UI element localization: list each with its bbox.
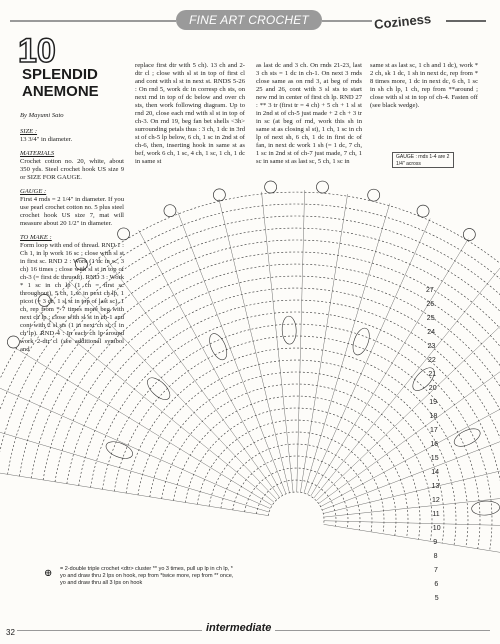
section-text-gauge: First 4 rnds = 2 1/4" in diameter. If you use pearl crochet cotton no. 5 plus steel crochet hook US size 7, mat will measure about 20 1/2" in diameter. [20,196,125,227]
round-number-label: 13 [431,483,440,490]
round-arc [8,228,500,566]
spoke-line [102,253,280,497]
spoke-line [314,264,500,499]
round-number-label: 11 [432,511,440,518]
round-number-label: 14 [431,469,439,476]
text-column-2: replace first dtr with 5 ch). 13 ch and 2-dtr cl ; close with sl st in top of first cl and cont with sl st in next st. RNDS 5-26 : On rnd 5, work dc in corresp ch sts, on next rnd in top of dc below and over ch sts, then work following diagram. Up to rnd 20, close each rnd with sl st in top of ch-3. On rnd 19, beg fan bet shells <3h> surrounding petals thus : 3 ch, 1 dc in 3rd st of ch-5 lp below, 6 ch, 1 sc in 2nd st of ch-6, then, inserting hook in same st as bef, work 6 ch, 1 sc, 4 ch, 1 sc, 1 ch, 1 dc in same st [135,62,245,165]
cluster-symbol-icon: ⊕ [44,568,53,579]
section-text-size: 13 3/4" in diameter. [20,136,73,143]
round-arc [0,192,500,571]
round-number-label: 23 [427,343,436,350]
spoke-line [40,312,275,502]
petal-motif [104,438,135,461]
symbol-legend: = 2-double triple crochet <dtr> cluster ** yo 3 times, pull up lp in ch lp, * yo and draw thru 2 lps on hook, rep from *twice more, rep from ** once, yo and draw thru all 3 lps on hook [60,566,234,586]
petal-motif [350,326,373,357]
spoke-line [321,363,500,507]
round-number-label: 19 [429,399,437,406]
spoke-line [324,524,500,571]
spoke-line [262,192,294,492]
page-number: 32 [6,628,15,637]
pattern-number: 10 [18,32,56,70]
spoke-line [69,281,277,500]
shell-motif [75,258,87,270]
round-number-label: 18 [429,413,438,420]
spoke-line [324,521,500,529]
section-heading-to-make: TO MAKE : [20,234,52,241]
pattern-title: SPLENDID ANEMONE [22,66,99,100]
round-number-label: 6 [434,581,439,588]
round-number-label: 24 [427,329,435,336]
petal-motif [471,500,500,516]
round-arc [31,252,500,562]
round-number-label: 21 [428,371,437,378]
round-number-label: 8 [433,553,438,560]
spoke-line [322,402,500,510]
round-number-label: 10 [432,525,441,532]
petal-motif [452,425,483,450]
shell-motif [463,228,475,240]
petal-motif [282,316,297,344]
round-number-label: 25 [426,315,435,322]
brand-logo: Coziness [373,11,432,32]
text-column-4: same st as last sc, 1 ch and 1 dc), work * 2 ch, sk 1 dc, 1 sh in next dc, rep from * 8 times more, 1 dc in next dc, 6 ch, 1 sc in sh ch lp, 1 ch, rep from **around ; close with sl st in top of ch-4. Fasten off (see black wedge). [370,62,478,109]
shell-motif [164,205,176,217]
section-heading-materials: MATERIALS [20,150,55,157]
round-number-label: 9 [433,539,438,546]
round-number-label: 20 [428,385,437,392]
round-number-label: 17 [430,427,438,434]
skill-level: intermediate [202,622,275,634]
text-column-3: as last dc and 3 ch. On rnds 21-23, last 3 ch sts = 1 dc in ch-1. On next 3 rnds close same as on rnd 3, at beg of rnds 25 and 26, cont with 3 sl sts to start new rnd in center of first ch lp. RND 27 : ** 3 tr (first tr = 4 ch) + 5 ch + 1 sl st in 2nd st of ch-5 just made + 2 ch + 3 tr in sc (at beg of rnd, work this sh in same st as closing sl st), 1 ch, 1 sc in ch lp of next sh, 6 ch, 1 dc in first dc of fan, in next dc work 1 sh (= 1 dc, 7 ch, 1 sc in 2nd st of ch-7 just made, 7 ch, 1 sc in same st as last sc, 5 ch, 1 sc in [256,62,362,165]
petal-motif [206,331,230,362]
byline: By Mayumi Sato [20,112,64,119]
round-number-label: 12 [432,497,440,504]
spoke-line [304,204,390,494]
shell-motif [368,189,380,201]
round-number-label: 26 [426,301,435,308]
round-arc [0,204,500,569]
shell-motif [118,228,130,240]
round-number-label: 16 [430,441,439,448]
section-heading-gauge: GAUGE : [20,188,47,195]
round-number-label: 5 [434,595,439,602]
spoke-line [0,386,270,509]
round-number-label: 22 [428,357,436,364]
shell-motif [7,336,19,348]
spoke-line [297,190,305,492]
spoke-line [0,468,268,515]
section-text-to-make: Form loop with end of thread. RND 1 : Ch 1, in lp work 16 sc ; close with sl st in first sc. RND 2 : Work (1 dc in sc, 3 ch) 16 times ; close with sl st in top of ch-3 (= first dc thruout). RND 3 : Work * 1 sc in ch lp (1 ch = first sc throughout), 5 ch, 1 sc in next ch lp, 1 picot (= 3 ch, 1 sl st in top of last sc), 1 ch, rep from * 7 times more beg with next ch lp ; close with sl st in ch-1 and cont with 2 sl sts (1 in next ch st, 1 in ch lp). RND 4 : In each ch lp around work 2-dtr cl (see additional symbol and [20,242,124,353]
shell-motif [316,181,328,193]
section-heading-size: SIZE : [20,128,38,135]
round-number-label: 7 [434,567,438,574]
gauge-box: GAUGE : rnds 1-4 are 2 1/4" across [392,152,454,168]
shell-motif [265,181,277,193]
section-banner: FINE ART CROCHET [176,10,322,30]
round-arc [268,492,324,524]
shell-motif [417,205,429,217]
shell-motif [213,189,225,201]
round-number-label: 15 [430,455,439,462]
spoke-line [307,219,430,495]
spoke-line [316,293,500,501]
spoke-line [319,326,500,504]
shell-motif [38,294,50,306]
section-text-materials: Crochet cotton no. 20, white, about 350 yds. Steel crochet hook US size 9 or SIZE FOR GAUGE. [20,158,124,181]
petal-motif [144,374,174,403]
round-number-label: 27 [426,287,434,294]
